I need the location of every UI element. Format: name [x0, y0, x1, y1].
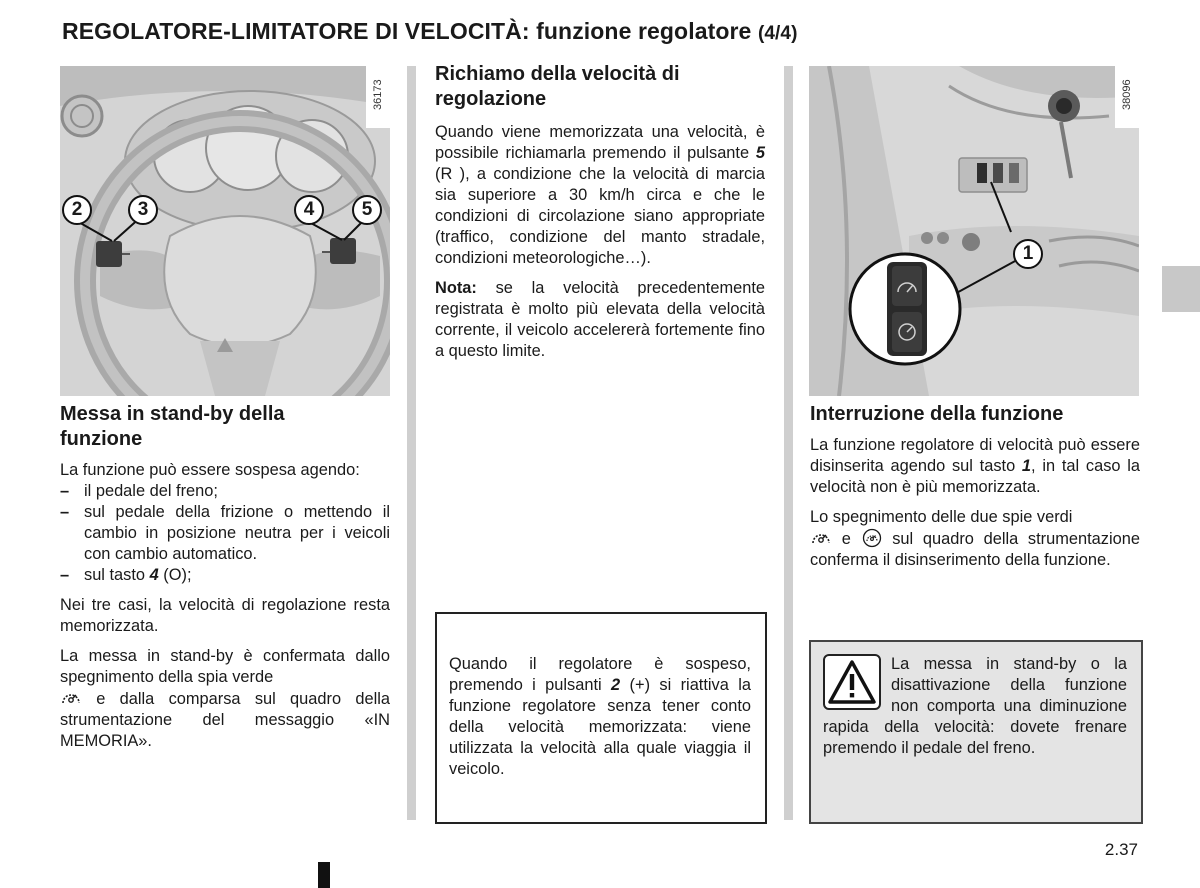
stop-heading: Interruzione della funzione	[810, 403, 1064, 425]
key-5: 5	[755, 144, 765, 162]
speedometer-arc-icon	[60, 688, 82, 708]
dashboard-illustration	[809, 66, 1139, 396]
recall-note	[435, 278, 765, 362]
standby-list-item	[60, 502, 390, 565]
standby-item-brake: il pedale del freno;	[84, 482, 218, 500]
warning-triangle-icon	[823, 654, 881, 710]
stop-text	[810, 435, 1140, 580]
standby-item-clutch: sul pedale della frizione o mettendo il cambio in posizione neutra per i veicoli con cambio automatico.	[84, 503, 390, 563]
page-title-text: REGOLATORE-LIMITATORE DI VELOCITÀ: funzione regolatore	[62, 18, 752, 44]
standby-intro: La funzione può essere sospesa agendo:	[60, 461, 360, 479]
callout-1: 1	[1013, 239, 1043, 269]
key-4: 4	[149, 566, 159, 584]
callout-2: 2	[62, 195, 92, 225]
key-2: 2	[611, 676, 621, 694]
recall-paragraph	[435, 122, 765, 269]
resume-note-a: Quando il regolatore è sospeso, premendo i pulsanti	[449, 655, 751, 694]
standby-heading: Messa in stand-by della funzione	[60, 403, 285, 450]
note-label: Nota:	[435, 279, 477, 297]
speedometer-arc-icon	[810, 528, 832, 548]
standby-memory-text: Nei tre casi, la velocità di regolazione resta memorizzata.	[60, 596, 390, 635]
note-text: se la velocità precedentemente registrata è molto più elevata della velocità corrente, il veicolo accelererà fortemente fino a questo limite.	[435, 279, 765, 360]
recall-p1-a: Quando viene memorizzata una velocità, è possibile richiamarla premendo il pulsante	[435, 123, 765, 162]
figure-code-36173: 36173	[372, 79, 384, 110]
key-1: 1	[1021, 457, 1032, 475]
recall-text	[435, 122, 765, 371]
dashboard-switch-figure	[809, 66, 1139, 396]
figure-code-38096: 38096	[1121, 79, 1133, 110]
recall-heading: Richiamo della velocità di regolazione	[435, 63, 680, 110]
warning-text-block	[823, 654, 1127, 759]
stop-p2-a: Lo spegnimento delle due spie verdi	[810, 508, 1073, 526]
standby-list	[60, 481, 390, 586]
speedometer-circle-icon	[861, 528, 883, 548]
standby-confirm-b: e dalla comparsa sul quadro della strumentazione del messaggio «IN MEMORIA».	[60, 690, 390, 750]
column-divider-right	[784, 66, 793, 820]
warning-box	[809, 640, 1143, 824]
page-title	[62, 18, 798, 45]
stop-paragraph-1	[810, 435, 1140, 498]
list-dash: –	[60, 503, 70, 521]
stop-p2-b: sul quadro della strumentazione conferma il disinserimento della funzione.	[810, 530, 1140, 569]
resume-note-b: (+) si riattiva la funzione regolatore senza tener conto della velocità memorizzata: viene utilizzata la velocità alla quale viaggia il veicolo.	[449, 676, 751, 778]
callout-5: 5	[352, 195, 382, 225]
stop-p1-b: , in tal caso la velocità non è più memorizzata.	[810, 457, 1140, 496]
callout-3: 3	[128, 195, 158, 225]
standby-confirm-a: La messa in stand-by è confermata dallo spegnimento della spia verde	[60, 647, 390, 686]
resume-note-box	[435, 612, 767, 824]
stop-p2-and: e	[832, 530, 861, 548]
stop-p1-a: La funzione regolatore di velocità può essere disinserita agendo sul tasto	[810, 436, 1140, 475]
steering-wheel-illustration	[60, 66, 390, 396]
list-dash: –	[60, 482, 70, 500]
standby-confirm-text	[60, 646, 390, 752]
steering-wheel-figure	[60, 66, 390, 396]
standby-item-key-after: (O);	[158, 566, 192, 584]
standby-list-item	[60, 565, 390, 586]
standby-list-item	[60, 481, 390, 502]
stop-paragraph-2	[810, 507, 1140, 571]
column-divider-left	[407, 66, 416, 820]
standby-item-key-before: sul tasto	[84, 566, 150, 584]
callout-4: 4	[294, 195, 324, 225]
page-number: 2.37	[1104, 840, 1138, 859]
crop-mark	[318, 862, 330, 888]
recall-p1-b: (R ), a condizione che la velocità di marcia sia superiore a 30 km/h circa e che le condizioni di circolazione siano appropriate (traffico, condizione del manto stradale, condizioni meteorologiche…).	[435, 165, 765, 267]
warning-triangle-graphic	[825, 656, 879, 708]
resume-note-text	[449, 654, 751, 780]
standby-text	[60, 460, 390, 761]
warning-text: La messa in stand-by o la disattivazione della funzione non comporta una diminuzione rapida della velocità: dovete frenare premendo il pedale del freno.	[823, 655, 1127, 757]
section-tab	[1162, 266, 1200, 312]
page-title-suffix: (4/4)	[757, 23, 798, 44]
list-dash: –	[60, 566, 70, 584]
